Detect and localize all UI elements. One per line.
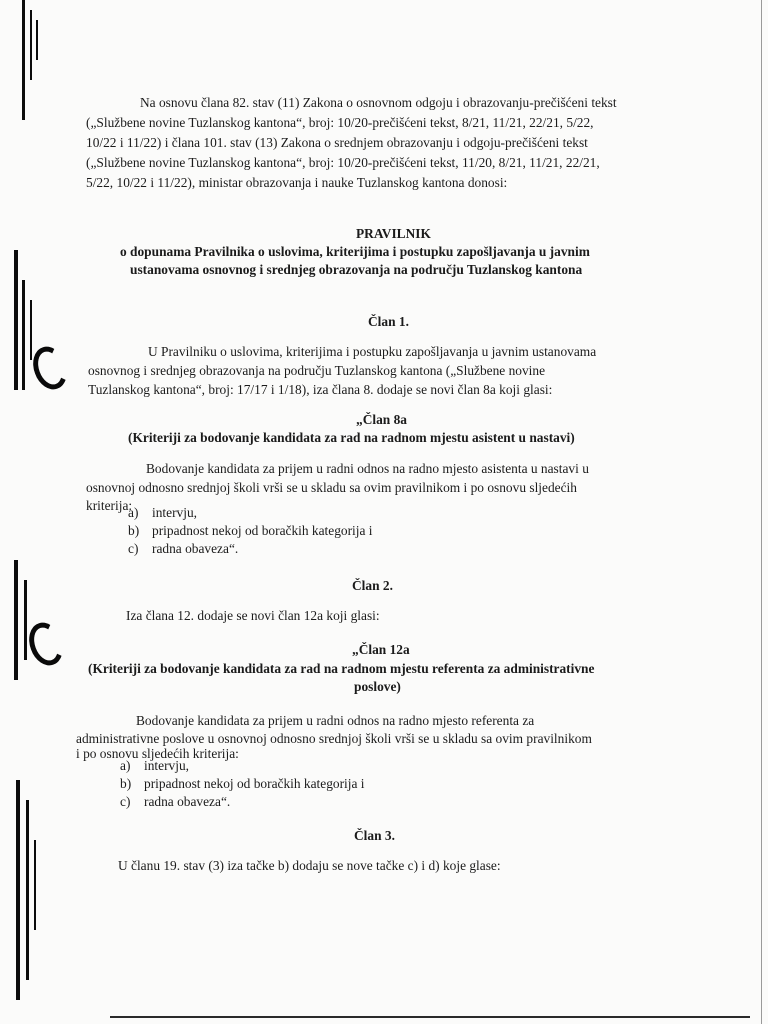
list-marker: c) bbox=[120, 794, 131, 809]
preamble-line: („Službene novine Tuzlanskog kantona“, broj: 10/20-prečišćeni tekst, 11/20, 8/21, 11/21, 22/21, bbox=[86, 155, 600, 170]
article-heading: Član 2. bbox=[352, 578, 393, 593]
list-marker: b) bbox=[128, 523, 140, 538]
document-subtitle: o dopunama Pravilnika o uslovima, kriterijima i postupku zapošljavanja u javnim bbox=[120, 244, 590, 259]
page-edge bbox=[110, 1016, 750, 1018]
preamble-line: („Službene novine Tuzlanskog kantona“, broj: 10/20-prečišćeni tekst, 8/21, 11/21, 22/21, 5/22, bbox=[86, 115, 594, 130]
inserted-article-body-line: administrativne poslove u osnovnoj odnosno srednjoj školi vrši se u skladu sa ovim pravilnikom bbox=[76, 731, 592, 746]
inserted-article-body-line: Bodovanje kandidata za prijem u radni odnos na radno mjesto referenta za bbox=[136, 713, 535, 728]
article-body-line: osnovnog i srednjeg obrazovanja na području Tuzlanskog kantona („Službene novine bbox=[88, 363, 546, 378]
list-marker: c) bbox=[128, 541, 139, 556]
list-item-text: pripadnost nekoj od boračkih kategorija i bbox=[152, 523, 373, 538]
list-item-text: intervju, bbox=[152, 505, 197, 520]
page-edge bbox=[761, 0, 762, 1024]
list-marker: b) bbox=[120, 776, 132, 791]
inserted-article-body-line: i po osnovu sljedećih kriterija: bbox=[76, 746, 239, 761]
article-body-line: Iza člana 12. dodaje se novi član 12a koji glasi: bbox=[126, 608, 380, 623]
list-marker: a) bbox=[128, 505, 139, 520]
scan-edge-artifact bbox=[0, 0, 48, 1024]
list-item bbox=[120, 756, 189, 775]
inserted-article-body-line: Bodovanje kandidata za prijem u radni odnos na radno mjesto asistenta u nastavi u bbox=[146, 461, 589, 476]
inserted-article-subheading: (Kriteriji za bodovanje kandidata za rad na radnom mjestu referenta za administrativne bbox=[88, 661, 595, 676]
list-item-text: pripadnost nekoj od boračkih kategorija i bbox=[144, 776, 365, 791]
list-item-text: radna obaveza“. bbox=[152, 541, 239, 556]
list-item bbox=[120, 792, 230, 811]
list-item-text: intervju, bbox=[144, 758, 189, 773]
list-item bbox=[120, 774, 365, 793]
article-body-line: U Pravilniku o uslovima, kriterijima i postupku zapošljavanja u javnim ustanovama bbox=[148, 344, 597, 359]
article-body-line: U članu 19. stav (3) iza tačke b) dodaju se nove tačke c) i d) koje glase: bbox=[118, 858, 501, 873]
inserted-article-heading: „Član 12a bbox=[352, 642, 410, 657]
document-title: PRAVILNIK bbox=[356, 226, 431, 241]
inserted-article-heading: „Član 8a bbox=[356, 412, 407, 427]
preamble-line: 5/22, 10/22 i 11/22), ministar obrazovanja i nauke Tuzlanskog kantona donosi: bbox=[86, 175, 508, 190]
list-marker: a) bbox=[120, 758, 131, 773]
article-body-line: Tuzlanskog kantona“, broj: 17/17 i 1/18), iza člana 8. dodaje se novi član 8a koji glasi: bbox=[88, 382, 553, 397]
inserted-article-body-line: osnovnoj odnosno srednjoj školi vrši se u skladu sa ovim pravilnikom i po osnovu sljedećih bbox=[86, 480, 577, 495]
preamble-line: 10/22 i 11/22) i člana 101. stav (13) Zakona o srednjem obrazovanju i odgoju-prečišćeni tekst bbox=[86, 135, 588, 150]
inserted-article-subheading: (Kriteriji za bodovanje kandidata za rad na radnom mjestu asistent u nastavi) bbox=[128, 430, 575, 445]
list-item-text: radna obaveza“. bbox=[144, 794, 231, 809]
article-heading: Član 1. bbox=[368, 314, 409, 329]
article-heading: Član 3. bbox=[354, 828, 395, 843]
preamble-line: Na osnovu člana 82. stav (11) Zakona o osnovnom odgoju i obrazovanju-prečišćeni tekst bbox=[140, 95, 617, 110]
document-subtitle: ustanovama osnovnog i srednjeg obrazovanja na području Tuzlanskog kantona bbox=[130, 262, 583, 277]
inserted-article-body-line: kriterija: bbox=[86, 498, 133, 513]
list-item bbox=[128, 521, 373, 540]
inserted-article-subheading: poslove) bbox=[354, 679, 401, 694]
list-item bbox=[128, 539, 238, 558]
list-item bbox=[128, 503, 197, 522]
